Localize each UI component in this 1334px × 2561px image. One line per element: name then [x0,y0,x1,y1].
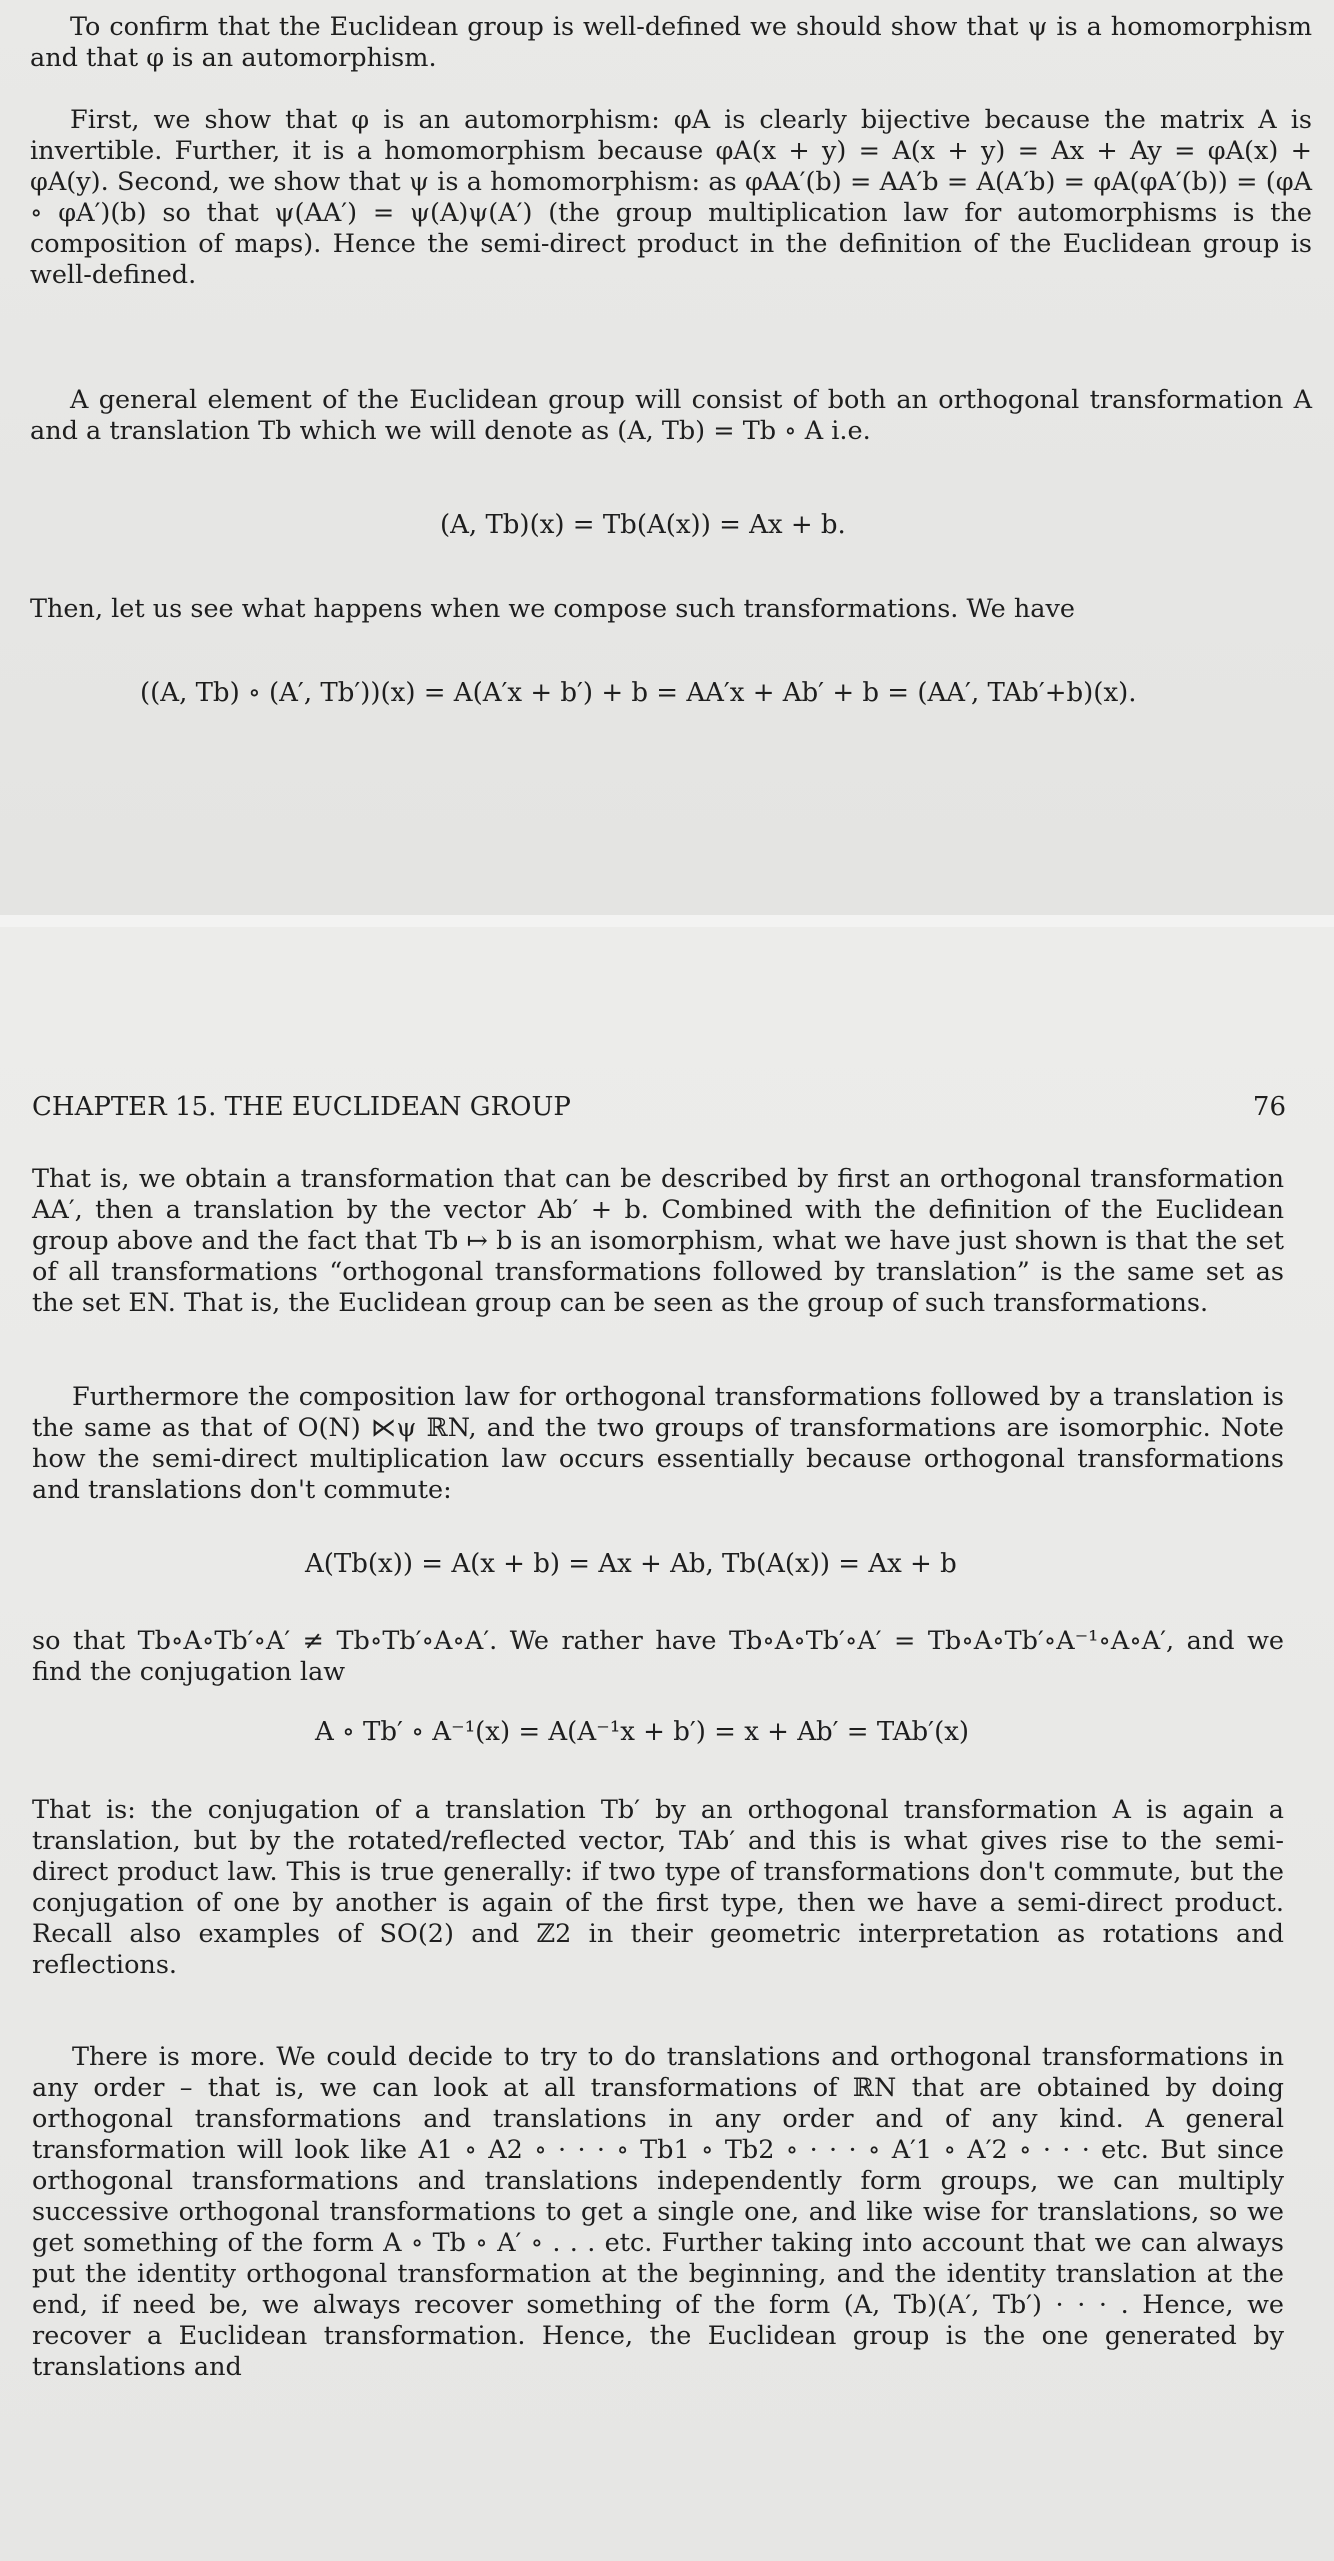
equation-noncommute: A(Tb(x)) = A(x + b) = Ax + Ab, Tb(A(x)) = Ax + b [305,1549,957,1579]
paragraph-compose: Then, let us see what happens when we compose such transformations. We have [30,594,1075,624]
equation-composition: ((A, Tb) ∘ (A′, Tb′))(x) = A(A′x + b′) + b = AA′x + Ab′ + b = (AA′, TAb′+b)(x). [140,678,1137,708]
page-cutoff [0,2553,1334,2561]
paragraph-automorphism-proof: First, we show that φ is an automorphism: φA is clearly bijective because the matrix A is invertible. Further, it is a homomorphism because φA(x + y) = A(x + y) = Ax + Ay = φA(x) + φA(y). Second, we show that ψ is a homomorphism: as φAA′(b) = AA′b = A(A′b) = φA(φA′(b)) = (φA ∘ φA′)(b) so that ψ(AA′) = ψ(A)ψ(A′) (the group multiplication law for automorphisms is the composition of maps). Hence the semi-direct product in the definition of the Euclidean group is well-defined. [30,105,1312,290]
paragraph-homomorphism-intro: To confirm that the Euclidean group is well-defined we should show that ψ is a homomorphism and that φ is an automorphism. [30,12,1312,73]
page-76 [0,927,1334,2561]
page-separator [0,915,1334,927]
paragraph-general-element: A general element of the Euclidean group will consist of both an orthogonal transformation A and a translation Tb which we will denote as (A, Tb) = Tb ∘ A i.e. [30,385,1312,446]
paragraph-transformation-description: That is, we obtain a transformation that can be described by first an orthogonal transformation AA′, then a translation by the vector Ab′ + b. Combined with the definition of the Euclidean group above and the fact that Tb ↦ b is an isomorphism, what we have just shown is that the set of all transformations “orthogonal transformations followed by translation” is the same set as the set EN. That is, the Euclidean group can be seen as the group of such transformations. [32,1164,1284,1318]
paragraph-there-is-more: There is more. We could decide to try to do translations and orthogonal transformations in any order – that is, we can look at all transformations of ℝN that are obtained by doing orthogonal transformations and translations in any order and of any kind. A general transformation will look like A1 ∘ A2 ∘ · · · ∘ Tb1 ∘ Tb2 ∘ · · · ∘ A′1 ∘ A′2 ∘ · · · etc. But since orthogonal transformations and translations independently form groups, we can multiply successive orthogonal transformations to get a single one, and like wise for translations, so we get something of the form A ∘ Tb ∘ A′ ∘ . . . etc. Further taking into account that we can always put the identity orthogonal transformation at the beginning, and the identity translation at the end, if need be, we always recover something of the form (A, Tb)(A′, Tb′) · · · . Hence, we recover a Euclidean transformation. Hence, the Euclidean group is the one generated by translations and [32,2042,1284,2382]
chapter-header: CHAPTER 15. THE EUCLIDEAN GROUP [32,1092,571,1122]
paragraph-conjugation-explained: That is: the conjugation of a translation Tb′ by an orthogonal transformation A is again a translation, but by the rotated/reflected vector, TAb′ and this is what gives rise to the semi-direct product law. This is true generally: if two type of transformations don't commute, but the conjugation of one by another is again of the first type, then we have a semi-direct product. Recall also examples of SO(2) and ℤ2 in their geometric interpretation as rotations and reflections. [32,1795,1284,1980]
equation-conjugation-law: A ∘ Tb′ ∘ A⁻¹(x) = A(A⁻¹x + b′) = x + Ab′ = TAb′(x) [315,1717,970,1747]
page-number: 76 [1252,1092,1286,1122]
previous-page [0,0,1334,915]
paragraph-composition-law: Furthermore the composition law for orthogonal transformations followed by a translation is the same as that of O(N) ⋉ψ ℝN, and the two groups of transformations are isomorphic. Note how the semi-direct multiplication law occurs essentially because orthogonal transformations and translations don't commute: [32,1382,1284,1505]
paragraph-conjugation-intro: so that Tb∘A∘Tb′∘A′ ≠ Tb∘Tb′∘A∘A′. We rather have Tb∘A∘Tb′∘A′ = Tb∘A∘Tb′∘A⁻¹∘A∘A′, and we find the conjugation law [32,1626,1284,1687]
equation-element-action: (A, Tb)(x) = Tb(A(x)) = Ax + b. [440,510,846,540]
